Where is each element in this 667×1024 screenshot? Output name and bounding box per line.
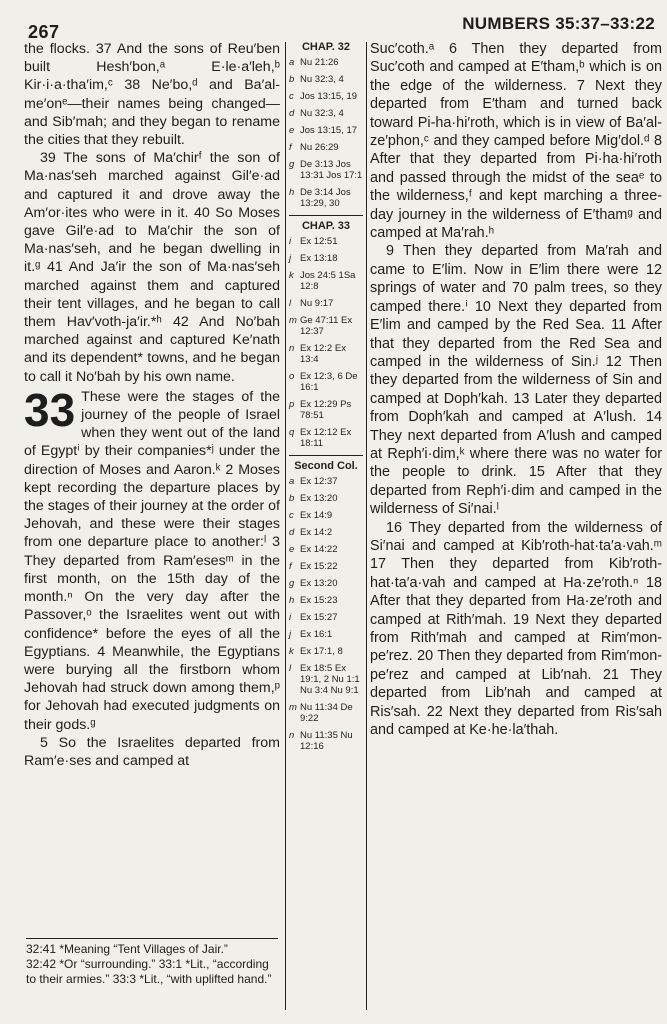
xref-entry (289, 91, 363, 102)
xref-key: a (289, 476, 295, 487)
xref-entry (289, 427, 363, 449)
xref-refs: Ex 12:2 Ex 13:4 (300, 343, 346, 365)
xref-heading: CHAP. 33 (289, 215, 363, 236)
xref-key: m (289, 315, 297, 326)
xref-section (289, 215, 363, 449)
xref-key: q (289, 427, 295, 438)
xref-key: i (289, 612, 292, 623)
xref-key: e (289, 125, 295, 136)
xref-refs: Nu 11:35 Nu 12:16 (300, 730, 353, 752)
xref-entry (289, 527, 363, 538)
paragraph: 39 The sons of Ma′chirᶠ the son of Ma·nas′seh marched against Gil′e·ad and captured it and drove away the Am′or·ites who were in it. 40 So Moses gave Gil′e·ad to Ma′chir the son of Ma·nas′seh, and he began dwelling in it.ᵍ 41 And Ja′ir the son of Ma·nas′seh marched against them and captured their tent villages, and he began to call them Hav′voth-ja′ir.*ʰ 42 And No′bah marched against and captured Ke′nath and its dependent* towns, and he began to call it No′bah by his own name. (24, 150, 280, 385)
column-divider-left (285, 42, 286, 1010)
xref-entry (289, 544, 363, 555)
page-number: 267 (28, 22, 60, 42)
xref-entry (289, 493, 363, 504)
xref-key: n (289, 343, 295, 354)
xref-entry (289, 125, 363, 136)
xref-refs: Ex 15:23 (300, 595, 338, 606)
xref-refs: Ex 15:27 (300, 612, 338, 623)
xref-refs: Nu 26:29 (300, 142, 339, 153)
xref-refs: Jos 13:15, 17 (300, 125, 358, 136)
xref-refs: Nu 9:17 (300, 298, 334, 309)
left-text-column (24, 40, 280, 770)
xref-entry (289, 142, 363, 153)
xref-refs: Jos 24:5 1Sa 12:8 (300, 270, 356, 292)
footnote: 32:42 *Or “surrounding.” 33:1 *Lit., “according to their armies.” 33:3 *Lit., “with uplifted hand.” (26, 957, 272, 986)
running-header: NUMBERS 35:37–33:22 (462, 14, 655, 33)
xref-entry (289, 510, 363, 521)
xref-entry (289, 399, 363, 421)
xref-entry (289, 57, 363, 68)
xref-entry (289, 270, 363, 292)
xref-refs: Ex 14:2 (300, 527, 333, 538)
xref-refs: Nu 32:3, 4 (300, 74, 344, 85)
xref-entry (289, 74, 363, 85)
xref-entry (289, 730, 363, 752)
footnote: 32:41 *Meaning “Tent Villages of Jair.” (26, 942, 228, 956)
xref-refs: Ex 14:9 (300, 510, 333, 521)
xref-refs: Ex 12:3, 6 De 16:1 (300, 371, 358, 393)
xref-key: j (289, 253, 292, 264)
xref-refs: Ex 18:5 Ex 19:1, 2 Nu 1:1 Nu 3:4 Nu 9:1 (300, 663, 360, 696)
xref-key: b (289, 74, 295, 85)
xref-key: j (289, 629, 292, 640)
paragraph: 16 They departed from the wilderness of Si′nai and camped at Kib′roth-hat·ta′a·vah.ᵐ 17 Then they departed from Kib′roth-hat·ta′a·vah and camped at Ha·ze′roth.ⁿ 18 After that they departed from Ha·ze′roth and camped at Rith′mah. 19 Next they departed from Rith′mah and camped at Rim′mon-pe′rez. 20 Then they departed from Rim′mon-pe′rez and camped at Lib′nah. 21 They departed from Lib′nah and camped at Ris′sah. 22 Next they departed from Ris′sah and camped at Ke·he·la′thah. (370, 519, 662, 739)
xref-entry (289, 298, 363, 309)
xref-refs: Ge 47:11 Ex 12:37 (300, 315, 353, 337)
chapter-number: 33 (24, 383, 76, 436)
xref-key: p (289, 399, 295, 410)
xref-refs: Ex 14:22 (300, 544, 338, 555)
xref-refs: Ex 12:12 Ex 18:11 (300, 427, 352, 449)
xref-key: g (289, 159, 295, 170)
xref-entry (289, 343, 363, 365)
xref-entry (289, 476, 363, 487)
xref-entry (289, 236, 363, 247)
xref-refs: Ex 13:20 (300, 578, 338, 589)
xref-key: d (289, 527, 295, 538)
xref-key: m (289, 702, 297, 713)
column-divider-right (366, 42, 367, 1010)
xref-key: f (289, 142, 292, 153)
paragraph: 5 So the Israelites departed from Ram′e·ses and camped at (24, 734, 280, 769)
xref-refs: Ex 13:18 (300, 253, 338, 264)
xref-key: l (289, 298, 292, 309)
xref-entry (289, 159, 363, 181)
xref-heading: CHAP. 32 (301, 41, 351, 53)
xref-entry (289, 646, 363, 657)
xref-entry (289, 595, 363, 606)
xref-entry (289, 612, 363, 623)
xref-key: c (289, 510, 294, 521)
xref-refs: Ex 15:22 (300, 561, 338, 572)
xref-refs: Nu 11:34 De 9:22 (300, 702, 353, 724)
xref-entry (289, 253, 363, 264)
xref-key: h (289, 187, 295, 198)
xref-refs: Nu 21:26 (300, 57, 339, 68)
paragraph: the flocks. 37 And the sons of Reu′ben built Hesh′bon,ᵃ E·le·a′leh,ᵇ Kir·i·a·tha′im,ᶜ 38 Ne′bo,ᵈ and Ba′al-me′onᵉ—their names being changed—and Sib′mah; and they began to rename the cities that they rebuilt. (24, 41, 280, 149)
cross-reference-column (289, 40, 363, 758)
xref-entry (289, 561, 363, 572)
xref-key: h (289, 595, 295, 606)
xref-key: i (289, 236, 292, 247)
paragraph: These were the stages of the journey of the people of Israel when they went out of the land of Egyptⁱ by their companies*ʲ under the direction of Moses and Aaron.ᵏ 2 Moses kept recording the departure places by the stages of their journey at the order of Jehovah, and these were their stages from one departure place to another:ˡ 3 They departed from Ram′esesᵐ in the first month, on the 15th day of the month.ⁿ On the very day after the Passover,ᵒ the Israelites went out with confidence* before the eyes of all the Egyptians. 4 Meanwhile, the Egyptians were burying all the firstborn whom Jehovah had struck down among them,ᵖ for Jehovah had executed judgments on their gods.ᵍ (24, 388, 280, 733)
xref-section (289, 455, 363, 752)
xref-entry (289, 187, 363, 209)
right-text-column (370, 40, 662, 739)
xref-key: e (289, 544, 295, 555)
xref-entry (289, 578, 363, 589)
xref-key: k (289, 270, 294, 281)
xref-key: k (289, 646, 294, 657)
xref-key: o (289, 371, 295, 382)
xref-refs: Nu 32:3, 4 (300, 108, 344, 119)
xref-key: a (289, 57, 295, 68)
xref-key: f (289, 561, 292, 572)
xref-entry (289, 702, 363, 724)
xref-key: n (289, 730, 295, 741)
xref-entry (289, 663, 363, 696)
chapter-33-block (24, 383, 280, 770)
xref-key: g (289, 578, 295, 589)
xref-refs: Ex 12:37 (300, 476, 338, 487)
xref-refs: Ex 12:29 Ps 78:51 (300, 399, 352, 421)
xref-key: c (289, 91, 294, 102)
xref-entry (289, 315, 363, 337)
xref-section (289, 40, 363, 209)
xref-key: b (289, 493, 295, 504)
xref-refs: De 3:14 Jos 13:29, 30 (300, 187, 351, 209)
xref-entry (289, 629, 363, 640)
xref-refs: Ex 13:20 (300, 493, 338, 504)
xref-refs: Jos 13:15, 19 (300, 91, 358, 102)
footnotes (26, 938, 278, 987)
xref-refs: Ex 17:1, 8 (300, 646, 343, 657)
xref-entry (289, 371, 363, 393)
xref-key: l (289, 663, 292, 674)
xref-refs: Ex 16:1 (300, 629, 333, 640)
xref-refs: Ex 12:51 (300, 236, 338, 247)
paragraph: 9 Then they departed from Ma′rah and came to E′lim. Now in E′lim there were 12 springs of water and 70 palm trees, so they camped there.ⁱ 10 Next they departed from E′lim and camped by the Red Sea. 11 After that they departed from the Red Sea and camped in the wilderness of Sin.ʲ 12 Then they departed from the wilderness of Sin and camped at Doph′kah. 13 Later they departed from Doph′kah and camped at A′lush. 14 They next departed from A′lush and camped at Reph′i·dim,ᵏ where there was no water for the people to drink. 15 After that they departed from Reph′i·dim and camped in the wilderness of Si′nai.ˡ (370, 243, 662, 518)
xref-refs: De 3:13 Jos 13:31 Jos 17:1 (300, 159, 363, 181)
paragraph: Suc′coth.ᵃ 6 Then they departed from Suc′coth and camped at E′tham,ᵇ which is on the edge of the wilderness. 7 Next they departed from E′tham and turned back toward Pi-ha·hi′roth, which is in view of Ba′al-ze′phon,ᶜ and they camped before Mig′dol.ᵈ 8 After that they departed from Pi·ha·hi′roth and passed through the midst of the seaᵉ to the wilderness,ᶠ and kept marching a three-day journey in the wilderness of E′thamᵍ and camped at Ma′rah.ʰ (370, 41, 662, 242)
xref-entry (289, 108, 363, 119)
xref-heading: Second Col. (289, 455, 363, 476)
xref-key: d (289, 108, 295, 119)
